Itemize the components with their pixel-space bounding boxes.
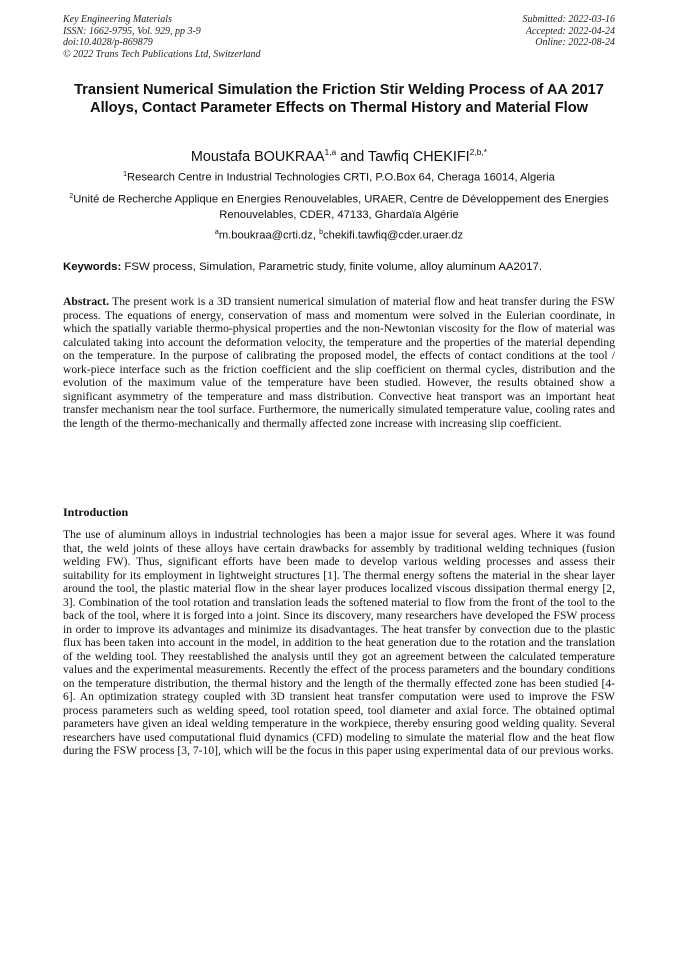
- introduction-text: The use of aluminum alloys in industrial technologies has been a major issue for several ages. Where it was found that, the weld joints of these alloys have certain drawbacks for assembly by traditional welding techniques (fusion welding FW). Thus, significant efforts have been made to develop various welding processes and assess their suitability for its employment in lightweight structures [1]. The thermal energy softens the material in the shear layer around the tool, the plastic material flow in the shear layer produces localized viscous dissipation thermal energy [2, 3]. Combination of the tool rotation and translation leads the softened material to flow from the front of the tool to the back of the tool, where it is forged into a joint. Since its discovery, many researchers have developed the FSW process in order to improve its advantages and minimize its disadvantages. The heat transfer by convection due to the plastic flux has been taken into account in the model, in addition to the heat generation due to the rotation and the translation of the welding tool. They reestablished the analysis until they got an agreement between the calculated temperature values and the experimental measurements. Recently the effect of the process parameters and the boundary conditions on the temperature distribution, the thermal history and the length of the thermally effected zone has been studied [4-6]. An optimization strategy coupled with 3D transient heat transfer computation were used to improve the FSW process parameters such as welding speed, tool rotation speed, tool diameter and axial force. The obtained optimal parameters have given an ideal welding temperature in the workpiece, thereby ensuring good welding quality. Several researchers have used computational fluid dynamics (CFD) modeling to simulate the material flow and the heat flow during the FSW process [3, 7-10], which will be the focus in this paper using experimental data of our previous works.: [63, 528, 615, 757]
- paper-title: Transient Numerical Simulation the Friction Stir Welding Process of AA 2017 Alloys, Contact Parameter Effects on Thermal History and Material Flow: [74, 82, 604, 116]
- abstract-text: The present work is a 3D transient numerical simulation of material flow and heat transfer during the FSW process. The equations of energy, conservation of mass and momentum were solved in the Eulerian coordinate, in which the spatially variable thermo-physical properties and the non-Newtonian viscosity for the flow of material was calculated taking into account the deformation velocity, the temperature and the properties of the material depending on the temperature. In the purpose of calibrating the proposed model, the effects of contact conditions at the tool / work-piece interface such as the friction coefficient and the slip coefficient on thermal cycles, distribution and the evolution of the maximum value of the temperature have been studied. However, the results obtained show a significant asymmetry of the temperature and mass distribution. Convective heat transport was an important heat transfer mechanism near the tool surface. Furthermore, the numerically simulated temperature value, cooling rates and the length of the thermo-mechanically and thermally affected zone increase with increasing slip coefficient.: [63, 295, 615, 430]
- author-2: Tawfiq CHEKIFI: [368, 148, 470, 165]
- abstract: [63, 295, 615, 430]
- affiliation-2-sup: 2: [69, 193, 74, 200]
- author-2-sup: 2,b,*: [469, 147, 488, 157]
- online-date: Online: 2022-08-24: [535, 37, 615, 49]
- emails: [63, 225, 615, 244]
- issn: ISSN: 1662-9795, Vol. 929, pp 3-9: [63, 25, 201, 37]
- introduction-heading: Introduction: [63, 505, 129, 519]
- keywords: [63, 260, 615, 275]
- affiliation-2-text: Unité de Recherche Applique en Energies Renouvelables, URAER, Centre de Développement des Energies Renouvelables, CDER, 47133, Ghardaïa Algérie: [73, 193, 609, 221]
- email-b[interactable]: chekifi.tawfiq@cder.uraer.dz: [323, 229, 464, 242]
- keywords-label: Keywords:: [63, 261, 122, 273]
- author-conjunction: and: [336, 148, 369, 165]
- author-1-sup: 1,a: [324, 147, 337, 157]
- doi: doi:10.4028/p-869879: [63, 37, 153, 49]
- affiliation-1: [63, 167, 615, 186]
- copyright: © 2022 Trans Tech Publications Ltd, Switzerland: [63, 48, 261, 60]
- journal-header-right: [523, 14, 616, 49]
- email-a[interactable]: m.boukraa@crti.dz,: [218, 229, 320, 242]
- journal-header-left: [63, 14, 261, 60]
- affiliation-1-text: Research Centre in Industrial Technologies CRTI, P.O.Box 64, Cheraga 16014, Algeria: [127, 171, 555, 184]
- submitted-date: Submitted: 2022-03-16: [522, 14, 615, 25]
- journal-name: Key Engineering Materials: [63, 14, 172, 25]
- abstract-label: Abstract.: [63, 295, 110, 308]
- email-a-sup: a: [214, 229, 219, 236]
- affiliation-1-sup: 1: [123, 171, 128, 178]
- author-1: Moustafa BOUKRAA: [190, 148, 325, 165]
- accepted-date: Accepted: 2022-04-24: [525, 25, 615, 37]
- keywords-text: FSW process, Simulation, Parametric study, finite volume, alloy aluminum AA2017.: [121, 261, 543, 273]
- email-b-sup: b: [319, 229, 323, 236]
- affiliation-2: [63, 189, 615, 223]
- authors: [63, 143, 615, 166]
